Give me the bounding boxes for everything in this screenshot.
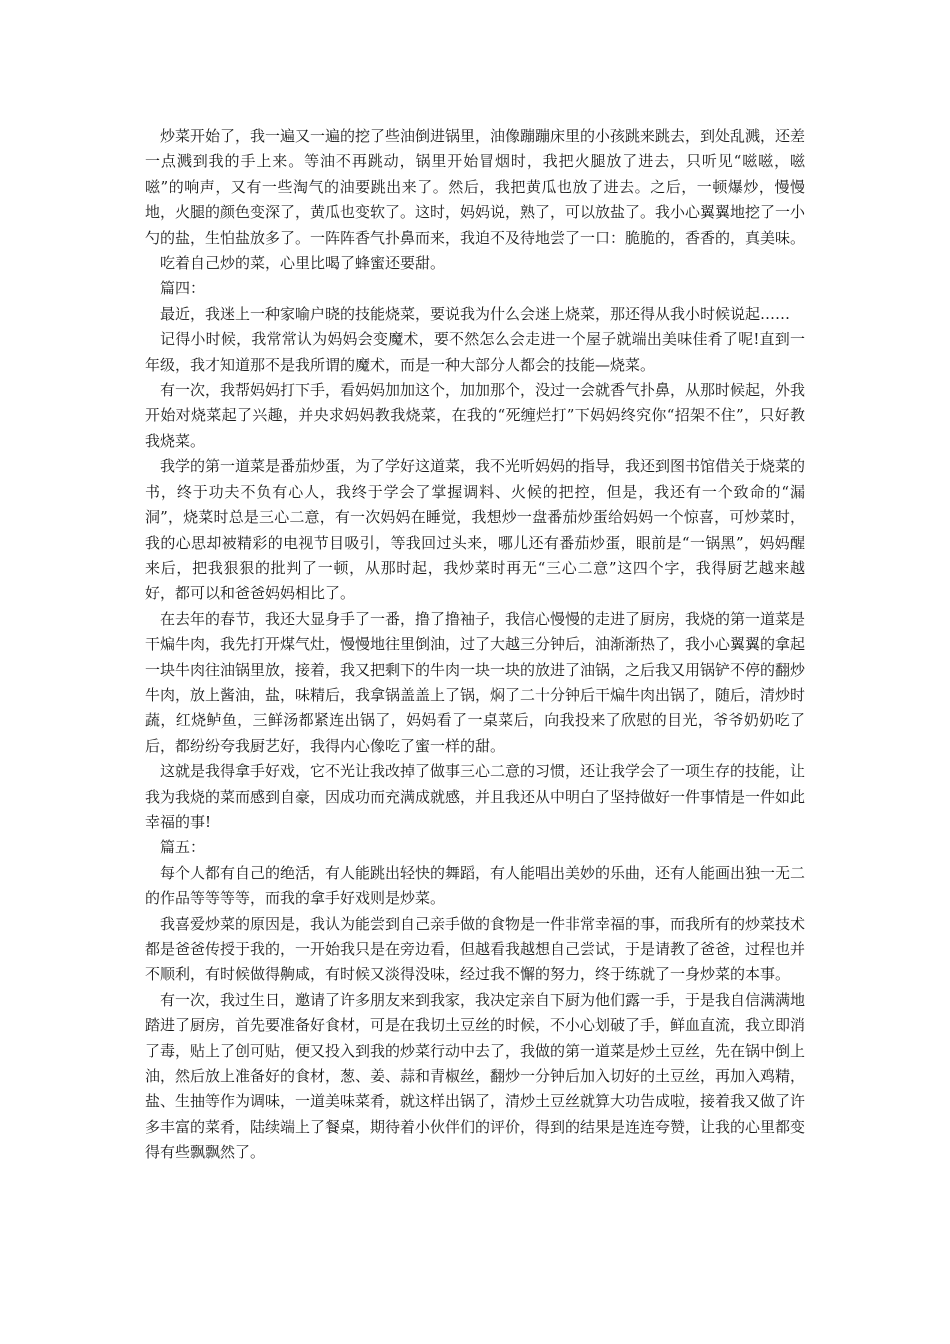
document-body [145,124,805,1166]
paragraph: 这就是我得拿手好戏，它不光让我改掉了做事三心二意的习惯，还让我学会了一项生存的技能，让我为我烧的菜而感到自豪，因成功而充满成就感，并且我还从中明白了坚持做好一件事情是一件如此幸福的事! [145,762,806,831]
paragraph: 记得小时候，我常常认为妈妈会变魔术，要不然怎么会走进一个屋子就端出美味佳肴了呢!直到一年级，我才知道那不是我所谓的魔术，而是一种大部分人都会的技能—烧菜。 [145,330,805,374]
paragraph: 我学的第一道菜是番茄炒蛋，为了学好这道菜，我不光听妈妈的指导，我还到图书馆借关于烧菜的书，终于功夫不负有心人，我终于学会了掌握调料、火候的把控，但是，我还有一个致命的“漏洞”，烧菜时总是三心二意，有一次妈妈在睡觉，我想炒一盘番茄炒蛋给妈妈一个惊喜，可炒菜时，我的心思却被精彩的电视节目吸引，等我回过头来，哪儿还有番茄炒蛋，眼前是“一锅黑”，妈妈醒来后，把我狠狠的批判了一顿，从那时起，我炒菜时再无“三心二意”这四个字，我得厨艺越来越好，都可以和爸爸妈妈相比了。 [145,457,806,603]
paragraph: 有一次，我过生日，邀请了许多朋友来到我家，我决定亲自下厨为他们露一手，于是我自信满满地踏进了厨房，首先要准备好食材，可是在我切土豆丝的时候，不小心划破了手，鲜血直流，我立即消了毒，贴上了创可贴，便又投入到我的炒菜行动中去了，我做的第一道菜是炒土豆丝，先在锅中倒上油，然后放上准备好的食材，葱、姜、蒜和青椒丝，翻炒一分钟后加入切好的土豆丝，再加入鸡精，盐、生抽等作为调味，一道美味菜肴，就这样出锅了，清炒土豆丝就算大功告成啦，接着我又做了许多丰富的菜肴，陆续端上了餐桌，期待着小伙伴们的评价，得到的结果是连连夸赞，让我的心里都变得有些飘飘然了。 [145,990,806,1162]
paragraph: 在去年的春节，我还大显身手了一番，撸了撸袖子，我信心慢慢的走进了厨房，我烧的第一道菜是干煸牛肉，我先打开煤气灶，慢慢地往里倒油，过了大越三分钟后，油渐渐热了，我小心翼翼的拿起一块牛肉往油锅里放，接着，我又把剩下的牛肉一块一块的放进了油锅，之后我又用锅铲不停的翻炒牛肉，放上酱油，盐，味精后，我拿锅盖盖上了锅，焖了二十分钟后干煸牛肉出锅了，随后，清炒时蔬，红烧鲈鱼，三鲜汤都紧连出锅了，妈妈看了一桌菜后，向我投来了欣慰的目光，爷爷奶奶吃了后，都纷纷夸我厨艺好，我得内心像吃了蜜一样的甜。 [145,609,806,755]
paragraph: 有一次，我帮妈妈打下手，看妈妈加加这个，加加那个，没过一会就香气扑鼻，从那时候起，外我开始对烧菜起了兴趣，并央求妈妈教我烧菜，在我的“死缠烂打”下妈妈终究你“招架不住”，只好教我烧菜。 [145,381,806,450]
paragraph: 最近，我迷上一种家喻户晓的技能烧菜，要说我为什么会迷上烧菜，那还得从我小时候说起…… [160,304,791,323]
section-heading: 篇五： [160,838,206,857]
paragraph: 每个人都有自己的绝活，有人能跳出轻快的舞蹈，有人能唱出美妙的乐曲，还有人能画出独一无二的作品等等等等，而我的拿手好戏则是炒菜。 [145,863,806,908]
paragraph: 我喜爱炒菜的原因是，我认为能尝到自己亲手做的食物是一件非常幸福的事，而我所有的炒菜技术都是爸爸传授于我的，一开始我只是在旁边看，但越看我越想自己尝试，于是请教了爸爸，过程也并不顺利，有时候做得齁咸，有时候又淡得没味，经过我不懈的努力，终于练就了一身炒菜的本事。 [145,914,806,984]
section-heading: 篇四： [160,279,206,298]
paragraph: 炒菜开始了，我一遍又一遍的挖了些油倒进锅里，油像蹦蹦床里的小孩跳来跳去，到处乱溅，还差一点溅到我的手上来。等油不再跳动，锅里开始冒烟时，我把火腿放了进去，只听见“嗞嗞，嗞嗞”的响声，又有一些淘气的油要跳出来了。然后，我把黄瓜也放了进去。之后，一顿爆炒，慢慢地，火腿的颜色变深了，黄瓜也变软了。这时，妈妈说，熟了，可以放盐了。我小心翼翼地挖了一小勺的盐，生怕盐放多了。一阵阵香气扑鼻而来，我迫不及待地尝了一口：脆脆的，香香的，真美味。 [145,127,806,247]
paragraph: 吃着自己炒的菜，心里比喝了蜂蜜还要甜。 [160,254,446,273]
